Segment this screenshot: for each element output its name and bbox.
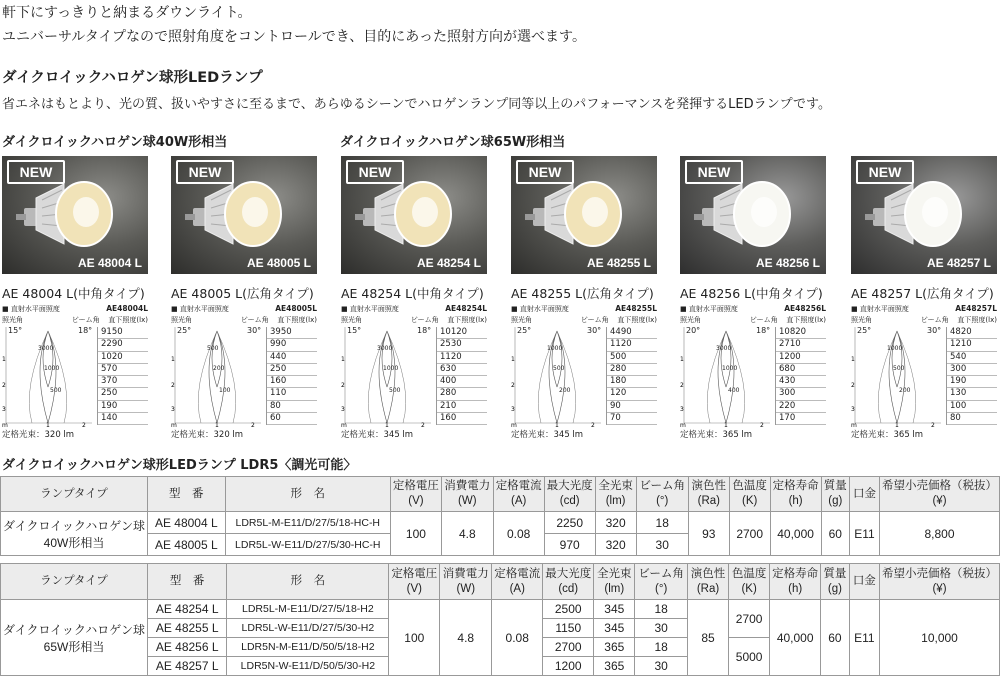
mass-cell: 60 bbox=[821, 512, 849, 556]
header-life: 定格寿命 (h) bbox=[770, 477, 821, 512]
beam-cell: 30 bbox=[635, 657, 688, 676]
cd-cell: 2700 bbox=[543, 638, 594, 657]
curve-label: 500 bbox=[207, 345, 219, 352]
beam-value: 18° bbox=[417, 326, 432, 335]
header-voltage: 定格電圧 (V) bbox=[389, 564, 440, 600]
new-badge: NEW bbox=[516, 160, 574, 184]
photo-model-label: AE 48257 L bbox=[926, 256, 991, 270]
new-badge: NEW bbox=[346, 160, 404, 184]
cd-cell: 2500 bbox=[543, 600, 594, 619]
group-title-65w: ダイクロイックハロゲン球65W形相当 bbox=[340, 135, 566, 150]
model-cell: AE 48257 L bbox=[147, 657, 226, 676]
svg-text:2: 2 bbox=[851, 382, 855, 389]
product-card bbox=[2, 156, 148, 440]
table-title: ダイクロイックハロゲン球形LEDランプ LDR5〈調光可能〉 bbox=[2, 458, 357, 473]
lux-value: 110 bbox=[267, 388, 317, 400]
svg-text:1: 1 bbox=[680, 356, 684, 363]
section-title: ダイクロイックハロゲン球形LEDランプ bbox=[2, 70, 263, 86]
lux-value: 570 bbox=[98, 364, 148, 376]
direct-label: ■ 直射水平面照度 bbox=[2, 305, 60, 313]
new-badge: NEW bbox=[7, 160, 65, 184]
header-name: 形 名 bbox=[225, 477, 390, 512]
light-distribution-diagram bbox=[171, 315, 317, 429]
curve-label: 1000 bbox=[383, 365, 399, 372]
product-name: AE 48257 L(広角タイプ) bbox=[851, 286, 994, 301]
name-cell: LDR5L-M-E11/D/27/5/18-H2 bbox=[227, 600, 389, 619]
curve-label: 400 bbox=[728, 387, 740, 394]
life-cell: 40,000 bbox=[770, 512, 821, 556]
product-code: AE48256L bbox=[784, 304, 826, 313]
curve-label: 500 bbox=[893, 365, 905, 372]
light-distribution-diagram bbox=[851, 315, 997, 429]
lm-cell: 345 bbox=[594, 619, 635, 638]
svg-text:3: 3 bbox=[511, 406, 515, 413]
name-cell: LDR5N-M-E11/D/50/5/18-H2 bbox=[227, 638, 389, 657]
product-photo bbox=[2, 156, 148, 274]
direct-label: ■ 直射水平面照度 bbox=[851, 305, 909, 313]
beam-label: ビーム角 bbox=[240, 316, 269, 324]
angle-label: 照光角 bbox=[2, 316, 23, 324]
beam-value: 30° bbox=[587, 326, 602, 335]
product-code: AE48004L bbox=[106, 304, 148, 313]
lux-value: 80 bbox=[947, 413, 997, 425]
beam-cell: 30 bbox=[636, 534, 688, 556]
rated-flux: 定格光束：345 lm bbox=[341, 430, 414, 440]
lux-value: 2710 bbox=[776, 339, 826, 351]
curve-label: 500 bbox=[389, 387, 401, 394]
lux-value: 9150 bbox=[98, 327, 148, 339]
lux-value: 160 bbox=[267, 376, 317, 388]
lux-list bbox=[266, 327, 317, 425]
header-current: 定格電流 (A) bbox=[493, 477, 544, 512]
angle-label: 照光角 bbox=[171, 316, 192, 324]
lux-value: 160 bbox=[437, 413, 487, 425]
svg-text:1: 1 bbox=[851, 356, 855, 363]
price-cell: 10,000 bbox=[880, 600, 1000, 676]
lux-value: 280 bbox=[607, 364, 657, 376]
svg-text:m: m bbox=[511, 422, 517, 427]
product-name: AE 48005 L(広角タイプ) bbox=[171, 286, 314, 301]
photo-model-label: AE 48005 L bbox=[246, 256, 311, 270]
svg-text:2: 2 bbox=[82, 422, 86, 427]
rated-flux: 定格光束：365 lm bbox=[680, 430, 753, 440]
voltage-cell: 100 bbox=[390, 512, 441, 556]
angle-label: 照光角 bbox=[680, 316, 701, 324]
svg-text:3: 3 bbox=[171, 406, 175, 413]
svg-text:3: 3 bbox=[341, 406, 345, 413]
header-power: 消費電力 (W) bbox=[441, 477, 493, 512]
lux-list bbox=[946, 327, 997, 425]
distribution-curve-icon bbox=[511, 327, 603, 427]
cd-cell: 2250 bbox=[544, 512, 595, 534]
distribution-curve-icon bbox=[851, 327, 943, 427]
lux-value: 170 bbox=[776, 413, 826, 425]
beam-value: 18° bbox=[756, 326, 771, 335]
model-cell: AE 48255 L bbox=[147, 619, 226, 638]
current-cell: 0.08 bbox=[492, 600, 543, 676]
svg-text:m: m bbox=[341, 422, 347, 427]
header-ra: 演色性 (Ra) bbox=[687, 564, 728, 600]
lux-value: 630 bbox=[437, 364, 487, 376]
name-cell: LDR5L-M-E11/D/27/5/18-HC-H bbox=[225, 512, 390, 534]
name-cell: LDR5L-W-E11/D/27/5/30-HC-H bbox=[225, 534, 390, 556]
lux-value: 10120 bbox=[437, 327, 487, 339]
svg-text:1: 1 bbox=[555, 422, 559, 427]
spec-table-65w bbox=[0, 563, 1000, 676]
header-base: 口金 bbox=[849, 564, 879, 600]
lux-value: 3950 bbox=[267, 327, 317, 339]
curve-label: 200 bbox=[213, 365, 225, 372]
lux-value: 190 bbox=[947, 376, 997, 388]
distribution-curve-icon bbox=[2, 327, 94, 427]
mass-cell: 60 bbox=[821, 600, 849, 676]
curve-label: 1000 bbox=[44, 365, 60, 372]
curve-label: 1000 bbox=[722, 365, 738, 372]
lux-value: 540 bbox=[947, 352, 997, 364]
lm-cell: 365 bbox=[594, 657, 635, 676]
model-cell: AE 48005 L bbox=[147, 534, 225, 556]
svg-text:1: 1 bbox=[511, 356, 515, 363]
life-cell: 40,000 bbox=[770, 600, 821, 676]
angle-value: 15° bbox=[347, 326, 362, 335]
curve-label: 1000 bbox=[887, 345, 903, 352]
curve-label: 200 bbox=[559, 387, 571, 394]
lux-value: 120 bbox=[607, 388, 657, 400]
model-cell: AE 48004 L bbox=[147, 512, 225, 534]
product-name: AE 48004 L(中角タイプ) bbox=[2, 286, 145, 301]
lm-cell: 345 bbox=[594, 600, 635, 619]
beam-cell: 18 bbox=[635, 600, 688, 619]
svg-text:2: 2 bbox=[2, 382, 6, 389]
curve-label: 3000 bbox=[716, 345, 732, 352]
cd-cell: 1150 bbox=[543, 619, 594, 638]
lux-value: 10820 bbox=[776, 327, 826, 339]
header-k: 色温度 (K) bbox=[729, 564, 770, 600]
header-beam: ビーム角 (°) bbox=[636, 477, 688, 512]
lux-value: 210 bbox=[437, 401, 487, 413]
angle-value: 25° bbox=[857, 326, 872, 335]
intro-line-2: ユニバーサルタイプなので照射角度をコントロールでき、目的にあった照射方向が選べます。 bbox=[2, 29, 586, 45]
lux-value: 60 bbox=[267, 413, 317, 425]
svg-text:2: 2 bbox=[591, 422, 595, 427]
direct-label: ■ 直射水平面照度 bbox=[171, 305, 229, 313]
distribution-curve-icon bbox=[171, 327, 263, 427]
lux-value: 1200 bbox=[776, 352, 826, 364]
lux-value: 1210 bbox=[947, 339, 997, 351]
header-lm: 全光束 (lm) bbox=[594, 564, 635, 600]
svg-text:2: 2 bbox=[251, 422, 255, 427]
header-k: 色温度 (K) bbox=[729, 477, 770, 512]
group-title-40w: ダイクロイックハロゲン球40W形相当 bbox=[2, 135, 228, 150]
photo-model-label: AE 48255 L bbox=[586, 256, 651, 270]
svg-text:m: m bbox=[680, 422, 686, 427]
lux-label: 直下照度(lx) bbox=[617, 316, 657, 324]
svg-text:2: 2 bbox=[341, 382, 345, 389]
header-mass: 質量 (g) bbox=[821, 564, 849, 600]
intro-line-1: 軒下にすっきりと納まるダウンライト。 bbox=[2, 5, 252, 21]
svg-text:3: 3 bbox=[851, 406, 855, 413]
lux-value: 100 bbox=[947, 401, 997, 413]
lux-value: 440 bbox=[267, 352, 317, 364]
product-code: AE48255L bbox=[615, 304, 657, 313]
lux-value: 500 bbox=[607, 352, 657, 364]
svg-text:1: 1 bbox=[171, 356, 175, 363]
header-base: 口金 bbox=[850, 477, 880, 512]
header-price: 希望小売価格（税抜） (¥) bbox=[880, 477, 1000, 512]
svg-text:1: 1 bbox=[724, 422, 728, 427]
svg-text:1: 1 bbox=[2, 356, 6, 363]
product-card bbox=[851, 156, 997, 440]
photo-model-label: AE 48254 L bbox=[416, 256, 481, 270]
header-name: 形 名 bbox=[227, 564, 389, 600]
lux-list bbox=[97, 327, 148, 425]
new-badge: NEW bbox=[856, 160, 914, 184]
product-code: AE48254L bbox=[445, 304, 487, 313]
beam-label: ビーム角 bbox=[580, 316, 609, 324]
lux-value: 680 bbox=[776, 364, 826, 376]
header-beam: ビーム角 (°) bbox=[635, 564, 688, 600]
lux-value: 1120 bbox=[437, 352, 487, 364]
k-cell: 2700 bbox=[729, 512, 770, 556]
lux-value: 90 bbox=[607, 401, 657, 413]
lux-value: 2290 bbox=[98, 339, 148, 351]
curve-label: 500 bbox=[553, 365, 565, 372]
svg-text:1: 1 bbox=[215, 422, 219, 427]
cd-cell: 1200 bbox=[543, 657, 594, 676]
price-cell: 8,800 bbox=[880, 512, 1000, 556]
direct-label: ■ 直射水平面照度 bbox=[680, 305, 738, 313]
svg-text:2: 2 bbox=[421, 422, 425, 427]
base-cell: E11 bbox=[850, 512, 880, 556]
product-photo bbox=[680, 156, 826, 274]
distribution-curve-icon bbox=[680, 327, 772, 427]
product-card bbox=[680, 156, 826, 440]
angle-label: 照光角 bbox=[851, 316, 872, 324]
angle-value: 15° bbox=[8, 326, 23, 335]
lux-value: 370 bbox=[98, 376, 148, 388]
svg-text:m: m bbox=[171, 422, 177, 427]
lux-value: 300 bbox=[776, 388, 826, 400]
header-model: 型 番 bbox=[147, 564, 226, 600]
curve-label: 100 bbox=[219, 387, 231, 394]
beam-value: 18° bbox=[78, 326, 93, 335]
product-photo bbox=[341, 156, 487, 274]
lux-value: 300 bbox=[947, 364, 997, 376]
lux-value: 250 bbox=[267, 364, 317, 376]
header-ra: 演色性 (Ra) bbox=[688, 477, 729, 512]
product-name: AE 48255 L(広角タイプ) bbox=[511, 286, 654, 301]
angle-value: 25° bbox=[517, 326, 532, 335]
angle-label: 照光角 bbox=[341, 316, 362, 324]
lux-value: 250 bbox=[98, 388, 148, 400]
photo-model-label: AE 48004 L bbox=[77, 256, 142, 270]
header-model: 型 番 bbox=[147, 477, 225, 512]
header-life: 定格寿命 (h) bbox=[770, 564, 821, 600]
curve-label: 1000 bbox=[547, 345, 563, 352]
table-row bbox=[1, 600, 1000, 619]
svg-text:2: 2 bbox=[760, 422, 764, 427]
lux-value: 280 bbox=[437, 388, 487, 400]
svg-text:3: 3 bbox=[2, 406, 6, 413]
lux-value: 430 bbox=[776, 376, 826, 388]
lux-list bbox=[775, 327, 826, 425]
svg-text:2: 2 bbox=[171, 382, 175, 389]
beam-value: 30° bbox=[247, 326, 262, 335]
svg-text:2: 2 bbox=[680, 382, 684, 389]
distribution-curve-icon bbox=[341, 327, 433, 427]
product-name: AE 48254 L(中角タイプ) bbox=[341, 286, 484, 301]
svg-text:1: 1 bbox=[46, 422, 50, 427]
k-cell: 2700 bbox=[729, 600, 770, 638]
svg-text:3: 3 bbox=[680, 406, 684, 413]
rated-flux: 定格光束：320 lm bbox=[2, 430, 75, 440]
direct-label: ■ 直射水平面照度 bbox=[341, 305, 399, 313]
light-distribution-diagram bbox=[341, 315, 487, 429]
light-distribution-diagram bbox=[680, 315, 826, 429]
beam-cell: 18 bbox=[635, 638, 688, 657]
spec-table-40w bbox=[0, 476, 1000, 556]
product-card bbox=[511, 156, 657, 440]
current-cell: 0.08 bbox=[493, 512, 544, 556]
lux-label: 直下照度(lx) bbox=[786, 316, 826, 324]
light-distribution-diagram bbox=[511, 315, 657, 429]
header-current: 定格電流 (A) bbox=[492, 564, 543, 600]
new-badge: NEW bbox=[685, 160, 743, 184]
angle-value: 20° bbox=[686, 326, 701, 335]
rated-flux: 定格光束：320 lm bbox=[171, 430, 244, 440]
power-cell: 4.8 bbox=[440, 600, 492, 676]
table-row bbox=[1, 512, 1000, 534]
rated-flux: 定格光束：365 lm bbox=[851, 430, 924, 440]
svg-text:1: 1 bbox=[385, 422, 389, 427]
power-cell: 4.8 bbox=[441, 512, 493, 556]
beam-label: ビーム角 bbox=[410, 316, 439, 324]
header-lm: 全光束 (lm) bbox=[595, 477, 636, 512]
beam-label: ビーム角 bbox=[920, 316, 949, 324]
lux-value: 190 bbox=[98, 401, 148, 413]
product-card bbox=[341, 156, 487, 440]
beam-label: ビーム角 bbox=[71, 316, 100, 324]
svg-text:2: 2 bbox=[931, 422, 935, 427]
header-lamp-type: ランプタイプ bbox=[1, 477, 148, 512]
header-cd: 最大光度 (cd) bbox=[543, 564, 594, 600]
section-description: 省エネはもとより、光の質、扱いやすさに至るまで、あらゆるシーンでハロゲンランプ同等以上のパフォーマンスを発揮するLEDランプです。 bbox=[2, 97, 831, 112]
table-header-row bbox=[1, 564, 1000, 600]
lux-value: 990 bbox=[267, 339, 317, 351]
lux-value: 2530 bbox=[437, 339, 487, 351]
lux-list bbox=[606, 327, 657, 425]
table-header-row bbox=[1, 477, 1000, 512]
ra-cell: 93 bbox=[688, 512, 729, 556]
lux-value: 1020 bbox=[98, 352, 148, 364]
svg-text:m: m bbox=[2, 422, 8, 427]
curve-label: 3000 bbox=[377, 345, 393, 352]
header-cd: 最大光度 (cd) bbox=[544, 477, 595, 512]
lux-value: 1120 bbox=[607, 339, 657, 351]
lm-cell: 320 bbox=[595, 512, 636, 534]
product-card bbox=[171, 156, 317, 440]
lux-value: 220 bbox=[776, 401, 826, 413]
lux-value: 140 bbox=[98, 413, 148, 425]
product-name: AE 48256 L(中角タイプ) bbox=[680, 286, 823, 301]
svg-text:2: 2 bbox=[511, 382, 515, 389]
name-cell: LDR5N-W-E11/D/50/5/30-H2 bbox=[227, 657, 389, 676]
new-badge: NEW bbox=[176, 160, 234, 184]
angle-label: 照光角 bbox=[511, 316, 532, 324]
product-code: AE48257L bbox=[955, 304, 997, 313]
lux-label: 直下照度(lx) bbox=[957, 316, 997, 324]
curve-label: 3000 bbox=[38, 345, 54, 352]
svg-text:1: 1 bbox=[895, 422, 899, 427]
direct-label: ■ 直射水平面照度 bbox=[511, 305, 569, 313]
ra-cell: 85 bbox=[687, 600, 728, 676]
light-distribution-diagram bbox=[2, 315, 148, 429]
lux-list bbox=[436, 327, 487, 425]
voltage-cell: 100 bbox=[389, 600, 440, 676]
lux-value: 4820 bbox=[947, 327, 997, 339]
product-photo bbox=[851, 156, 997, 274]
beam-value: 30° bbox=[927, 326, 942, 335]
header-lamp-type: ランプタイプ bbox=[1, 564, 148, 600]
model-cell: AE 48254 L bbox=[147, 600, 226, 619]
curve-label: 200 bbox=[899, 387, 911, 394]
rated-flux: 定格光束：345 lm bbox=[511, 430, 584, 440]
curve-label: 500 bbox=[50, 387, 62, 394]
lux-value: 130 bbox=[947, 388, 997, 400]
beam-cell: 30 bbox=[635, 619, 688, 638]
photo-model-label: AE 48256 L bbox=[755, 256, 820, 270]
lamp-type-cell: ダイクロイックハロゲン球 65W形相当 bbox=[1, 600, 148, 676]
header-price: 希望小売価格（税抜） (¥) bbox=[880, 564, 1000, 600]
lux-value: 180 bbox=[607, 376, 657, 388]
name-cell: LDR5L-W-E11/D/27/5/30-H2 bbox=[227, 619, 389, 638]
lux-label: 直下照度(lx) bbox=[277, 316, 317, 324]
svg-text:1: 1 bbox=[341, 356, 345, 363]
angle-value: 25° bbox=[177, 326, 192, 335]
lm-cell: 320 bbox=[595, 534, 636, 556]
product-photo bbox=[171, 156, 317, 274]
cd-cell: 970 bbox=[544, 534, 595, 556]
lux-label: 直下照度(lx) bbox=[108, 316, 148, 324]
header-power: 消費電力 (W) bbox=[440, 564, 492, 600]
product-photo bbox=[511, 156, 657, 274]
product-code: AE48005L bbox=[275, 304, 317, 313]
model-cell: AE 48256 L bbox=[147, 638, 226, 657]
lux-value: 400 bbox=[437, 376, 487, 388]
k-cell: 5000 bbox=[729, 638, 770, 676]
lm-cell: 365 bbox=[594, 638, 635, 657]
lamp-type-cell: ダイクロイックハロゲン球 40W形相当 bbox=[1, 512, 148, 556]
header-voltage: 定格電圧 (V) bbox=[390, 477, 441, 512]
beam-cell: 18 bbox=[636, 512, 688, 534]
lux-value: 70 bbox=[607, 413, 657, 425]
header-mass: 質量 (g) bbox=[821, 477, 849, 512]
lux-value: 4490 bbox=[607, 327, 657, 339]
svg-text:m: m bbox=[851, 422, 857, 427]
lux-label: 直下照度(lx) bbox=[447, 316, 487, 324]
beam-label: ビーム角 bbox=[749, 316, 778, 324]
base-cell: E11 bbox=[849, 600, 879, 676]
lux-value: 80 bbox=[267, 401, 317, 413]
